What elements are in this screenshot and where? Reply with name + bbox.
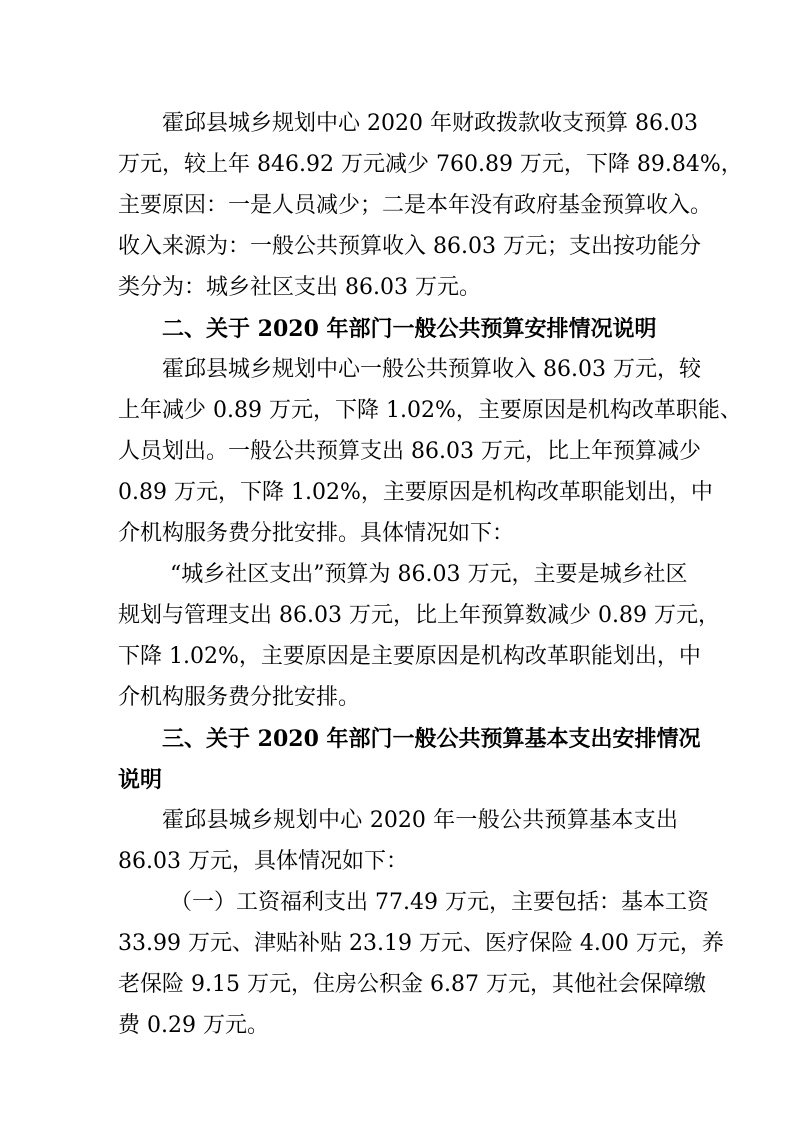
paragraph-line: 类分为：城乡社区支出 86.03 万元。 bbox=[118, 275, 481, 300]
paragraph-line: 下降 1.02%，主要原因是主要原因是机构改革职能划出，中 bbox=[118, 644, 701, 669]
paragraph-line: “城乡社区支出”预算为 86.03 万元，主要是城乡社区 bbox=[170, 562, 688, 587]
paragraph-line: 介机构服务费分批安排。具体情况如下： bbox=[118, 521, 515, 546]
paragraph-line: 上年减少 0.89 万元，下降 1.02%，主要原因是机构改革职能、 bbox=[118, 398, 742, 423]
paragraph-line: 0.89 万元，下降 1.02%，主要原因是机构改革职能划出，中 bbox=[118, 480, 713, 505]
paragraph-line: 人员划出。一般公共预算支出 86.03 万元，比上年预算减少 bbox=[118, 439, 701, 464]
section-heading: 三、关于 2020 年部门一般公共预算基本支出安排情况 bbox=[162, 726, 701, 752]
paragraph-line: 86.03 万元，具体情况如下： bbox=[118, 849, 408, 874]
paragraph-line: 收入来源为：一般公共预算收入 86.03 万元；支出按功能分 bbox=[118, 234, 701, 259]
paragraph-line: 霍邱县城乡规划中心 2020 年一般公共预算基本支出 bbox=[162, 808, 678, 833]
paragraph-line: （一）工资福利支出 77.49 万元，主要包括：基本工资 bbox=[170, 890, 709, 915]
paragraph-line: 霍邱县城乡规划中心 2020 年财政拨款收支预算 86.03 bbox=[162, 111, 698, 136]
paragraph-line: 万元，较上年 846.92 万元减少 760.89 万元，下降 89.84%， bbox=[118, 152, 743, 177]
paragraph-line: 33.99 万元、津贴补贴 23.19 万元、医疗保险 4.00 万元，养 bbox=[118, 931, 724, 956]
paragraph-line: 老保险 9.15 万元，住房公积金 6.87 万元，其他社会保障缴 bbox=[118, 972, 706, 997]
paragraph-line: 主要原因：一是人员减少；二是本年没有政府基金预算收入。 bbox=[118, 193, 713, 218]
paragraph-line: 费 0.29 万元。 bbox=[118, 1013, 269, 1038]
paragraph-line: 规划与管理支出 86.03 万元，比上年预算数减少 0.89 万元， bbox=[118, 603, 720, 628]
paragraph-line: 霍邱县城乡规划中心一般公共预算收入 86.03 万元，较 bbox=[162, 357, 701, 382]
section-heading: 说明 bbox=[118, 767, 163, 793]
section-heading: 二、关于 2020 年部门一般公共预算安排情况说明 bbox=[162, 316, 657, 342]
paragraph-line: 介机构服务费分批安排。 bbox=[118, 685, 361, 710]
